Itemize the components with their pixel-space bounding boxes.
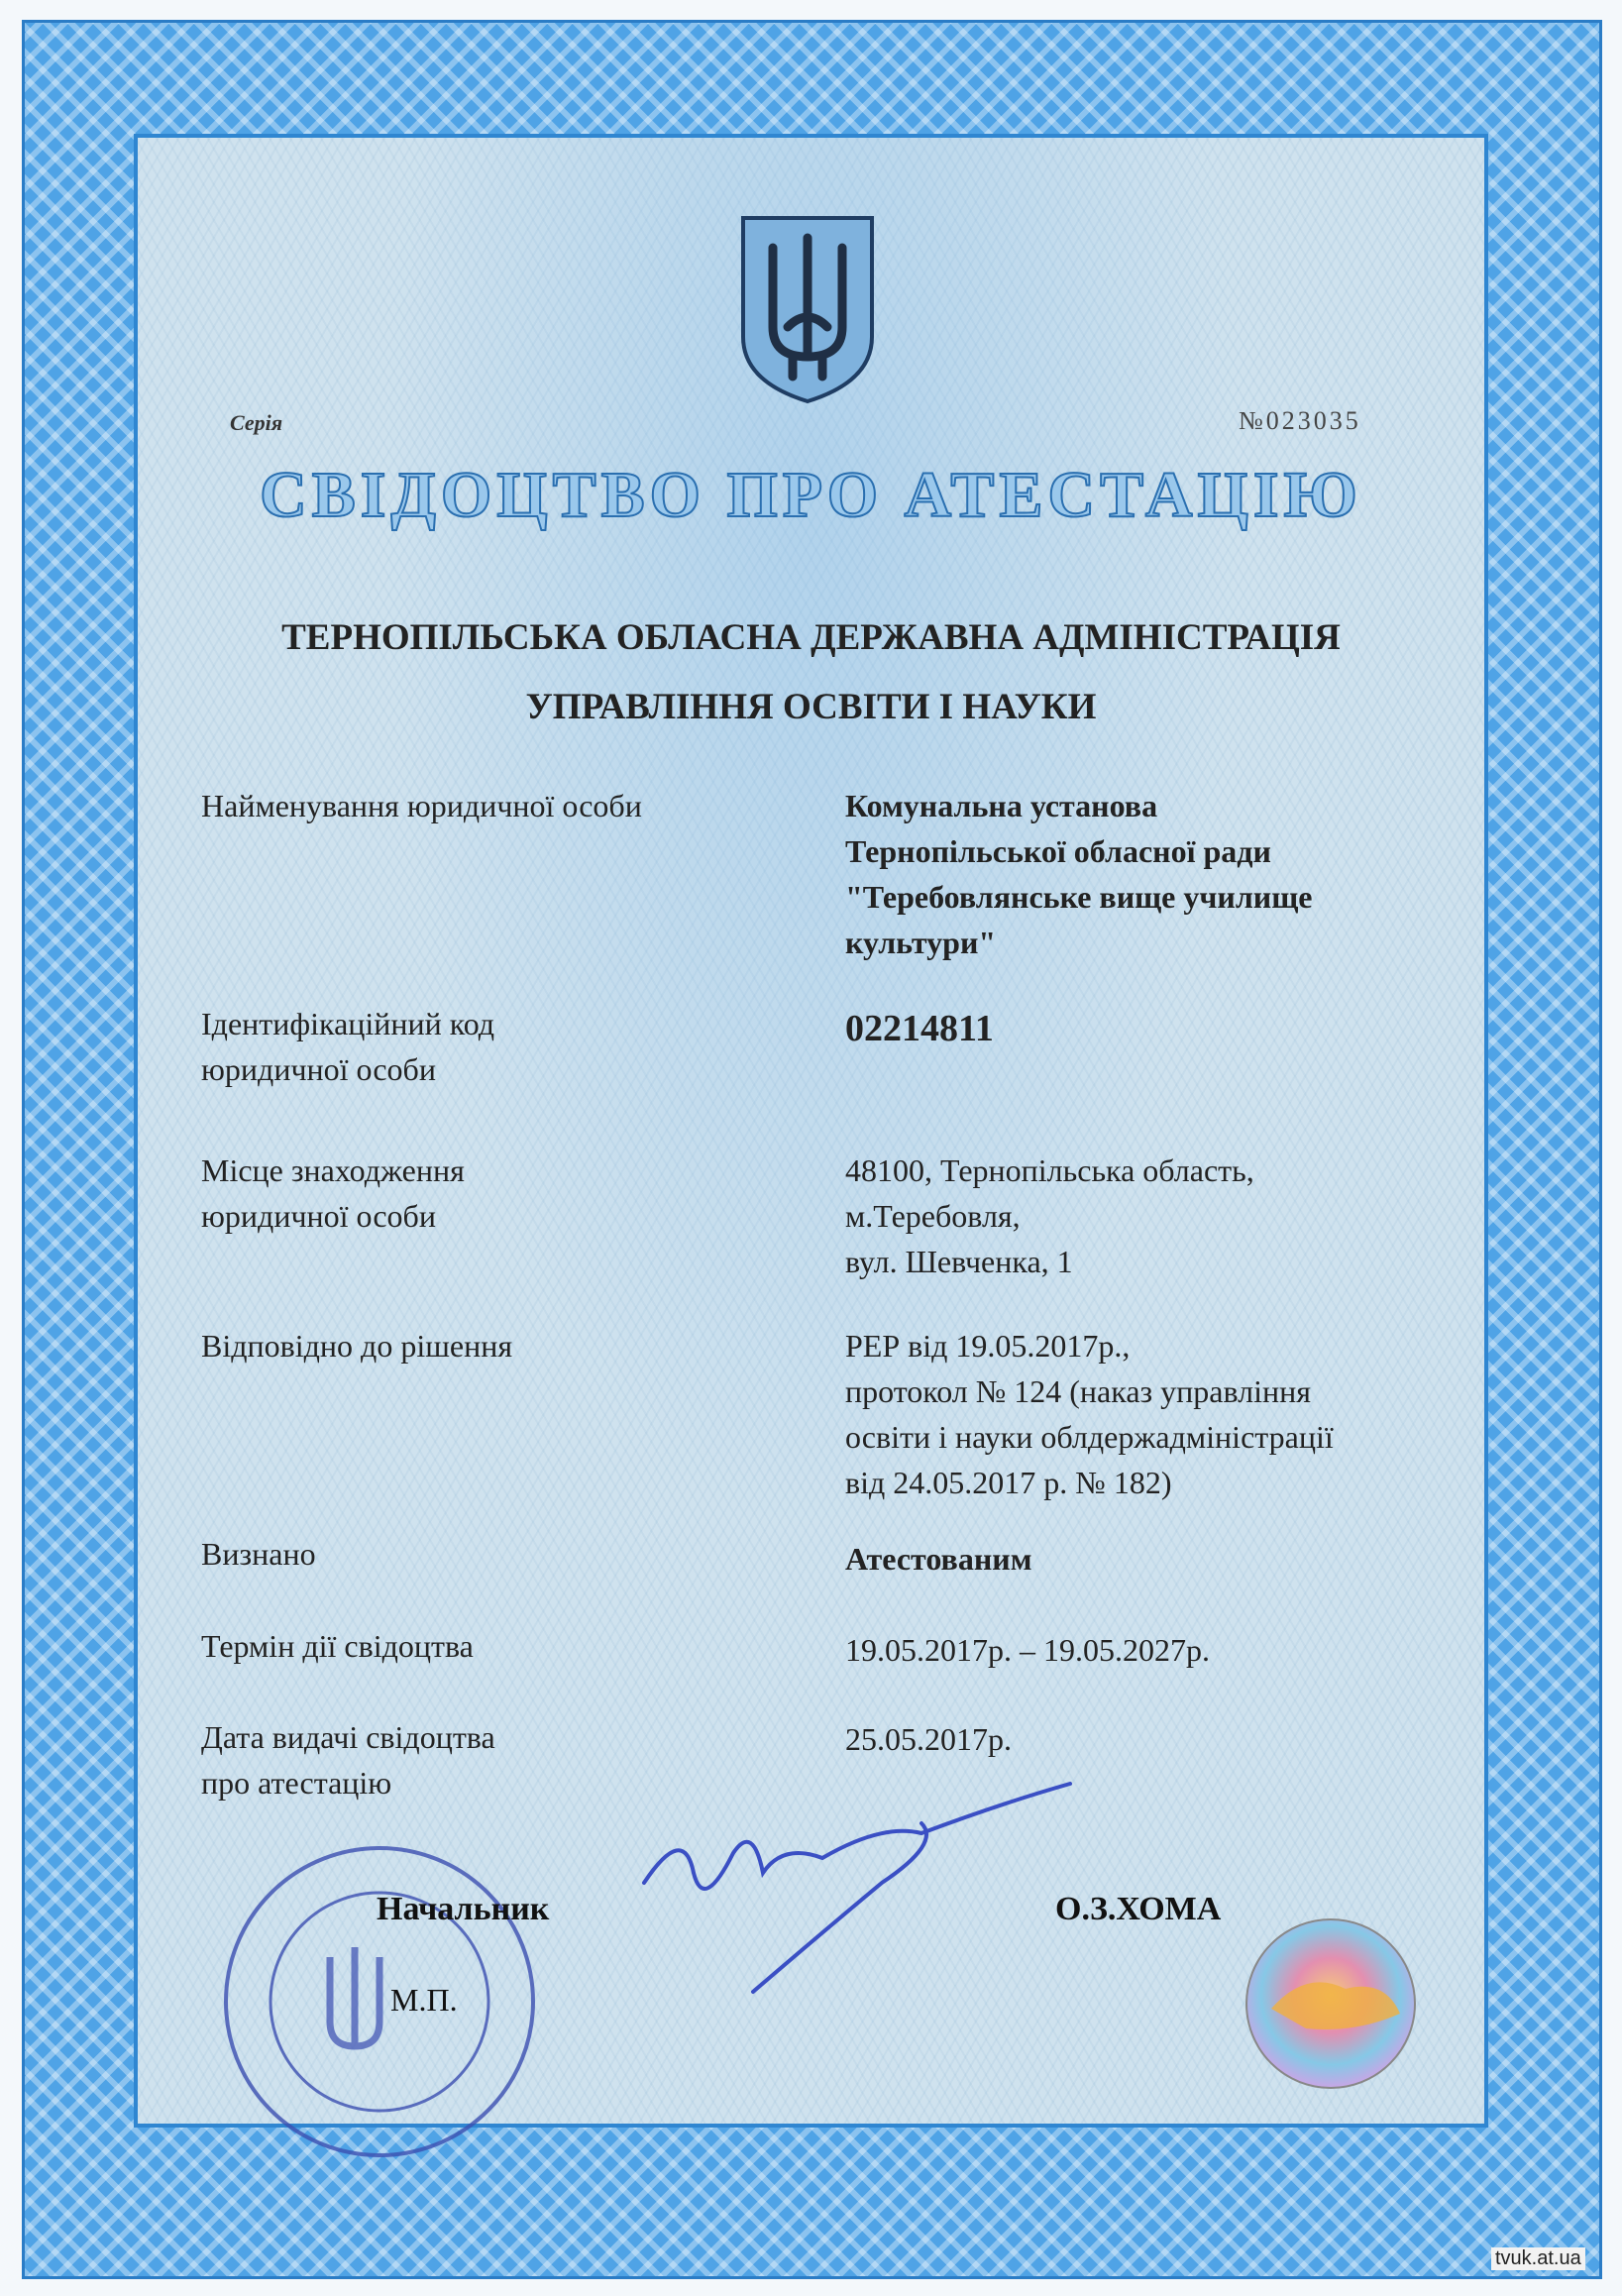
signature-icon xyxy=(624,1764,1090,2022)
website-watermark: tvuk.at.ua xyxy=(1491,2247,1585,2270)
issue-date-label: Дата видачі свідоцтва про атестацію xyxy=(201,1719,495,1801)
issuer-department: УПРАВЛІННЯ ОСВІТИ І НАУКИ xyxy=(525,687,1097,727)
id-code-value: 02214811 xyxy=(845,1008,994,1049)
location-value: 48100, Тернопільська область, м.Теребовля, вул. Шевченка, 1 xyxy=(845,1152,1254,1279)
trident-coat-of-arms-icon xyxy=(733,208,882,406)
legal-name-label: Найменування юридичної особи xyxy=(201,788,642,823)
id-code-label: Ідентифікаційний код юридичної особи xyxy=(201,1006,495,1087)
decision-label: Відповідно до рішення xyxy=(201,1328,513,1364)
legal-name-value: Комунальна установа Тернопільської обласної ради "Теребовлянське вище училище культури" xyxy=(845,788,1313,960)
signatory-name: О.З.ХОМА xyxy=(1055,1891,1222,1927)
official-stamp-icon xyxy=(216,1838,543,2165)
hologram-icon xyxy=(1237,1914,1425,2093)
recognized-label: Визнано xyxy=(201,1536,316,1572)
issuer-administration: ТЕРНОПІЛЬСЬКА ОБЛАСНА ДЕРЖАВНА АДМІНІСТРАЦІЯ xyxy=(281,617,1341,658)
certificate-number: №023035 xyxy=(1239,406,1361,435)
decision-value: РЕР від 19.05.2017р., протокол № 124 (наказ управління освіти і науки облдержадміністрації від 24.05.2017 р. № 182) xyxy=(845,1328,1334,1500)
series-label: Серія xyxy=(230,410,283,435)
location-label: Місце знаходження юридичної особи xyxy=(201,1152,465,1234)
issue-date-value: 25.05.2017р. xyxy=(845,1721,1012,1757)
validity-value: 19.05.2017р. – 19.05.2027р. xyxy=(845,1632,1210,1668)
validity-label: Термін дії свідоцтва xyxy=(201,1628,474,1664)
recognized-value: Атестованим xyxy=(845,1541,1032,1577)
signatory-position: Начальник xyxy=(377,1891,550,1927)
seal-place-label: М.П. xyxy=(390,1982,458,2018)
page-title: СВІДОЦТВО ПРО АТЕСТАЦІЮ xyxy=(260,459,1362,531)
